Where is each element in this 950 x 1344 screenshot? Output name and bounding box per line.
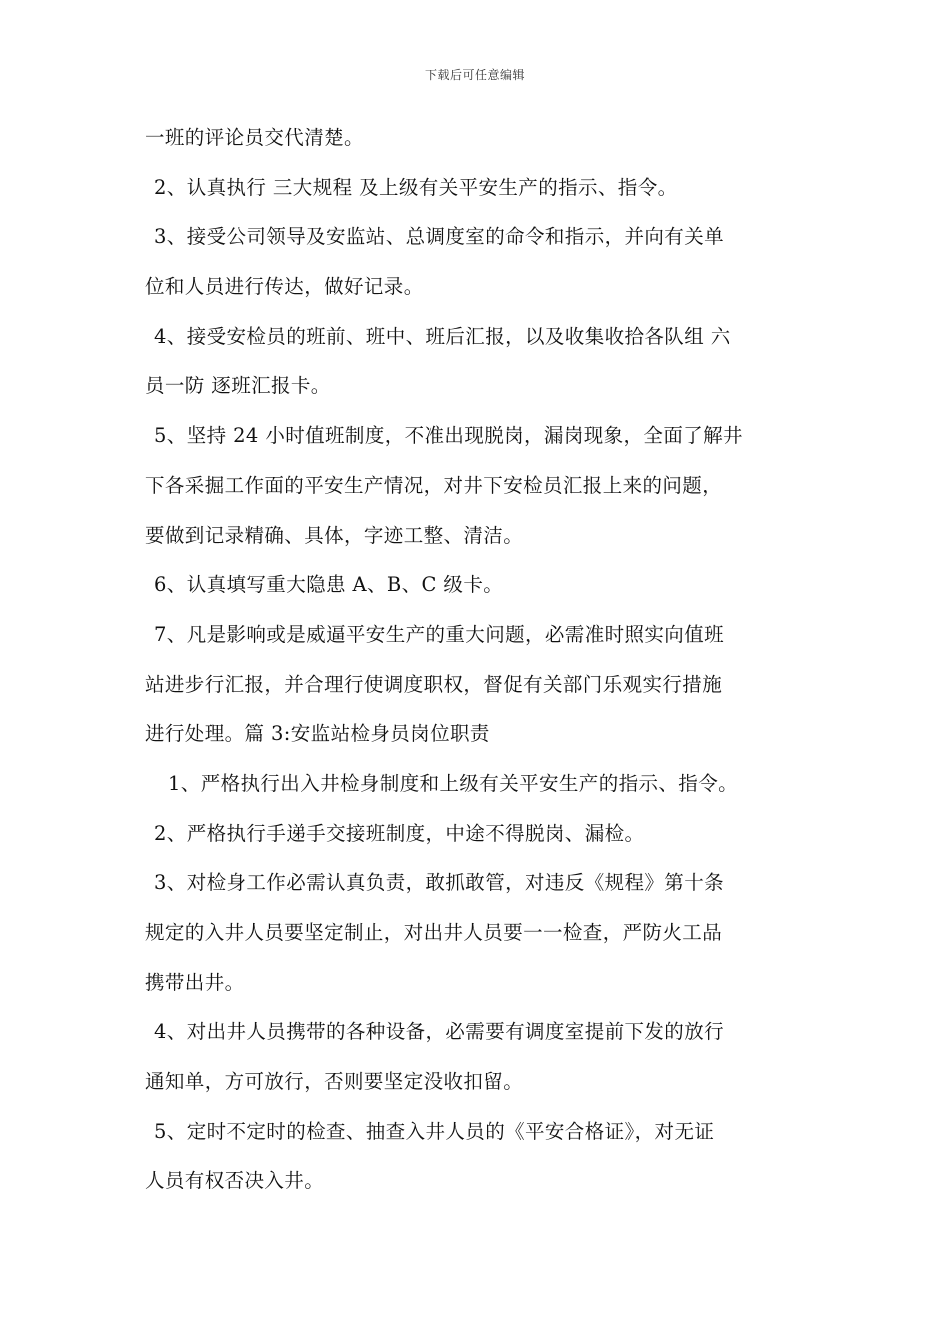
paragraph-line: 下各采掘工作面的平安生产情况，对井下安检员汇报上来的问题， — [145, 473, 723, 497]
paragraph-line: 3、接受公司领导及安监站、总调度室的命令和指示，并向有关单 — [154, 225, 725, 249]
paragraph-line: 6、认真填写重大隐患 A、B、C 级卡。 — [154, 573, 504, 597]
paragraph-line: 通知单，方可放行，否则要坚定没收扣留。 — [145, 1070, 524, 1094]
paragraph-line: 2、认真执行 三大规程 及上级有关平安生产的指示、指令。 — [154, 175, 678, 199]
paragraph-line: 人员有权否决入井。 — [145, 1169, 325, 1193]
document-body — [145, 126, 813, 1219]
paragraph-line: 携带出井。 — [145, 970, 245, 994]
paragraph-line: 员一防 逐班汇报卡。 — [145, 374, 331, 398]
paragraph-line: 要做到记录精确、具体，字迹工整、清洁。 — [145, 523, 524, 547]
paragraph-line: 7、凡是影响或是威逼平安生产的重大问题，必需准时照实向值班 — [154, 622, 725, 646]
paragraph-line: 规定的入井人员要坚定制止，对出井人员要一一检查，严防火工品 — [145, 921, 723, 944]
page-header: 下载后可任意编辑 — [424, 68, 525, 82]
paragraph-line: 进行处理。篇 3:安监站检身员岗位职责 — [145, 722, 490, 746]
paragraph-line: 站进步行汇报，并合理行使调度职权，督促有关部门乐观实行措施 — [145, 672, 723, 696]
paragraph-line: 5、坚持 24 小时值班制度，不准出现脱岗，漏岗现象，全面了解井 — [154, 424, 743, 448]
paragraph-line: 3、对检身工作必需认真负责，敢抓敢管，对违反《规程》第十条 — [154, 871, 725, 895]
paragraph-line: 一班的评论员交代清楚。 — [145, 126, 364, 149]
paragraph-line: 5、定时不定时的检查、抽查入井人员的《平安合格证》，对无证 — [154, 1119, 715, 1143]
paragraph-line: 位和人员进行传达，做好记录。 — [145, 275, 424, 299]
paragraph-line: 4、接受安检员的班前、班中、班后汇报，以及收集收拾各队组 六 — [154, 324, 731, 348]
paragraph-line: 1、严格执行出入井检身制度和上级有关平安生产的指示、指令。 — [168, 771, 739, 795]
paragraph-line: 2、严格执行手递手交接班制度，中途不得脱岗、漏检。 — [154, 821, 645, 845]
paragraph-line: 4、对出井人员携带的各种设备，必需要有调度室提前下发的放行 — [154, 1020, 725, 1044]
